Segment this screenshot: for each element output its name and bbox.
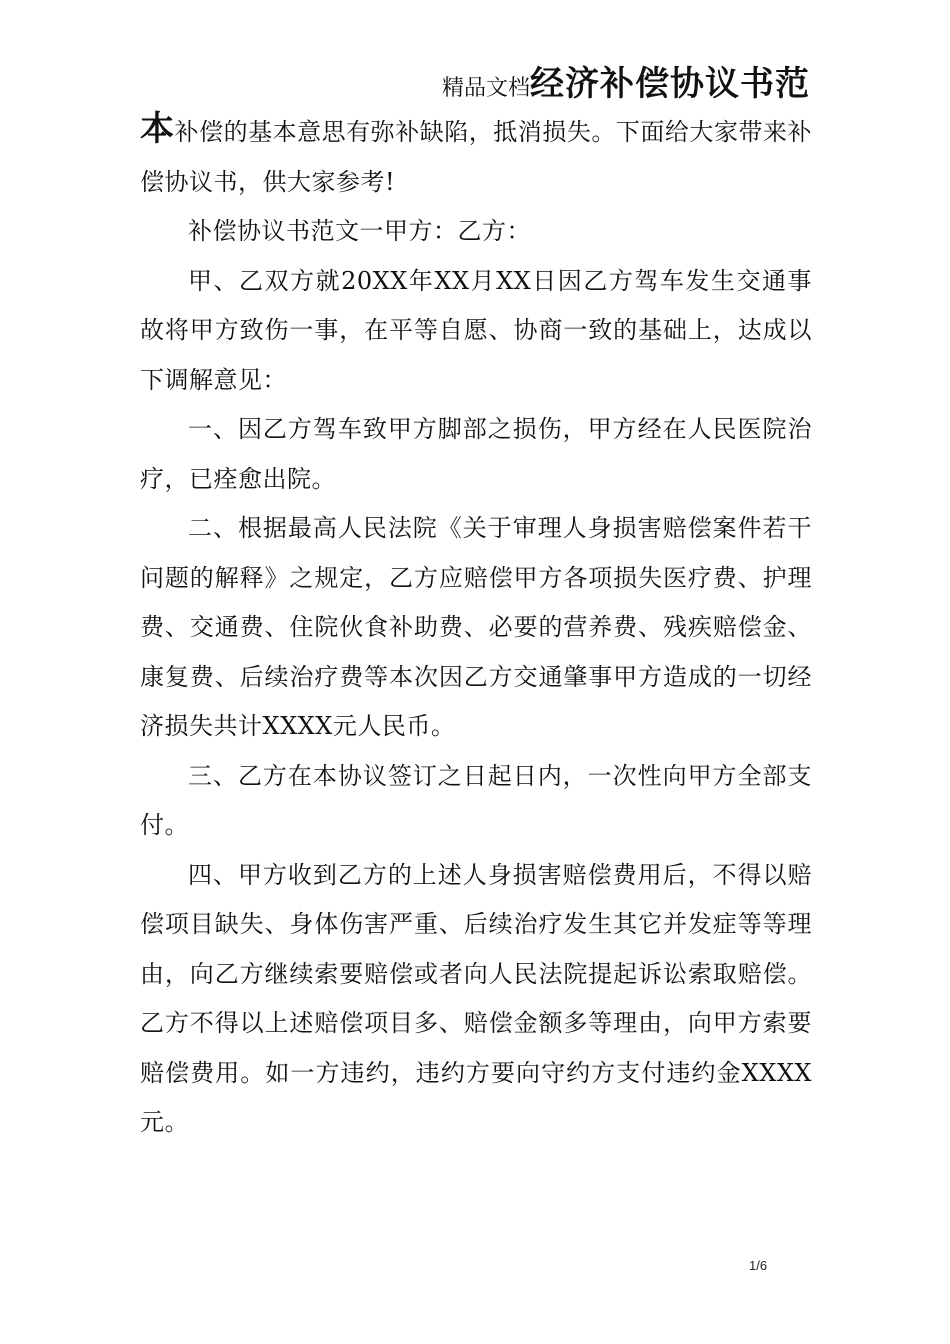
document-header xyxy=(140,56,810,105)
intro-text: 补偿的基本意思有弥补缺陷，抵消损失。下面给大家带来补偿协议书，供大家参考! xyxy=(140,118,813,196)
paragraph-5: 四、甲方收到乙方的上述人身损害赔偿费用后，不得以赔偿项目缺失、身体伤害严重、后续治疗发生其它并发症等等理由，向乙方继续索要赔偿或者向人民法院提起诉讼索取赔偿。乙方不得以上述赔偿项目多、赔偿金额多等理由，向甲方索要赔偿费用。如一方违约，违约方要向守约方支付违约金XXXX元。 xyxy=(140,860,812,1136)
document-title-continuation: 本 xyxy=(140,109,175,149)
paragraph-1: 甲、乙双方就20XX年XX月XX日因乙方驾车发生交通事故将甲方致伤一事，在平等自愿、协商一致的基础上，达成以下调解意见： xyxy=(140,266,812,394)
page-number: 1/6 xyxy=(749,1258,768,1273)
document-title: 经济补偿协议书范 xyxy=(530,64,810,104)
section-heading: 补偿协议书范文一甲方：乙方： xyxy=(188,217,531,245)
document-body xyxy=(140,108,812,1148)
paragraph-2: 一、因乙方驾车致甲方脚部之损伤，甲方经在人民医院治疗，已痊愈出院。 xyxy=(140,415,812,493)
intro-paragraph xyxy=(140,108,812,207)
paragraph-3: 二、根据最高人民法院《关于审理人身损害赔偿案件若干问题的解释》之规定，乙方应赔偿甲方各项损失医疗费、护理费、交通费、住院伙食补助费、必要的营养费、残疾赔偿金、康复费、后续治疗费等本次因乙方交通肇事甲方造成的一切经济损失共计XXXX元人民币。 xyxy=(140,514,812,740)
paragraph-4: 三、乙方在本协议签订之日起日内，一次性向甲方全部支付。 xyxy=(140,761,812,839)
brand-label: 精品文档 xyxy=(441,76,530,101)
